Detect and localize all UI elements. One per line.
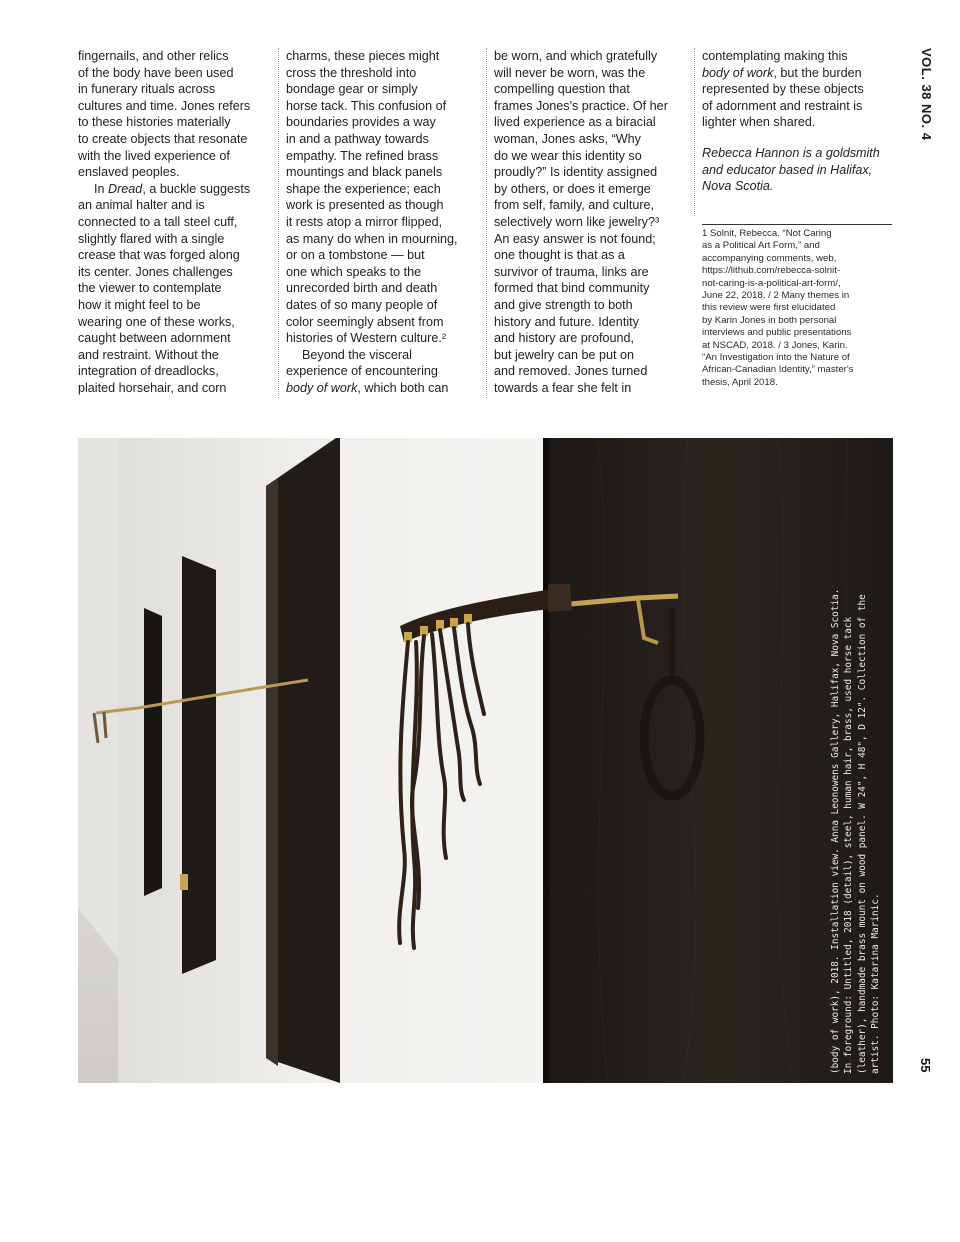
- caption-line: In foreground: Untitled, 2018 (detail), steel, human hair, brass, used horse tack: [843, 616, 855, 1074]
- footnote-line: thesis, April 2018.: [702, 376, 778, 388]
- text-line: cross the threshold into: [286, 65, 417, 80]
- text-line: Rebecca Hannon is a goldsmith: [702, 145, 880, 160]
- volume-text: VOL. 38 NO. 4: [919, 48, 934, 141]
- text-line: and history are profound,: [494, 331, 635, 346]
- text-line: empathy. The refined brass: [286, 148, 439, 163]
- text-line: integration of dreadlocks,: [78, 364, 219, 379]
- footnote-line: interviews and public presentations: [702, 327, 852, 339]
- footnote-line: not-caring-is-a-political-art-form/,: [702, 277, 841, 289]
- text-line: woman, Jones asks, “Why: [494, 131, 641, 146]
- text-line: body of work, which both can: [286, 380, 449, 395]
- article-column-2: [286, 48, 478, 396]
- text-line: wearing one of these works,: [78, 314, 235, 329]
- text-line: shape the experience; each: [286, 181, 441, 196]
- text-line: boundaries provides a way: [286, 115, 436, 130]
- photo-illustration: [78, 438, 893, 1083]
- text-line: the viewer to contemplate: [78, 281, 222, 296]
- text-line: in and a pathway towards: [286, 131, 429, 146]
- text-line: to these histories materially: [78, 115, 231, 130]
- text-line: fingernails, and other relics: [78, 49, 229, 63]
- text-line: or on a tombstone — but: [286, 248, 425, 263]
- text-line: mountings and black panels: [286, 165, 443, 180]
- text-line: but jewelry can be put on: [494, 347, 635, 362]
- text-line: work is presented as though: [286, 198, 444, 213]
- photo-caption: [829, 496, 882, 1076]
- text-line: one which speaks to the: [286, 264, 422, 279]
- text-line: bondage gear or simply: [286, 82, 418, 97]
- text-line: body of work, but the burden: [702, 65, 862, 80]
- text-line: experience of encountering: [286, 364, 438, 379]
- text-line: will never be worn, was the: [494, 65, 646, 80]
- installation-photo: [78, 438, 893, 1083]
- footnotes: [702, 228, 892, 389]
- text-line: connected to a tall steel cuff,: [78, 214, 238, 229]
- text-line: compelling question that: [494, 82, 630, 97]
- text-line: slightly flared with a single: [78, 231, 225, 246]
- article-column-4: [702, 48, 892, 195]
- text-line: its center. Jones challenges: [78, 264, 233, 279]
- footnote-line: as a Political Art Form,” and: [702, 240, 820, 252]
- footnote-line: https://lithub.com/rebecca-solnit-: [702, 265, 841, 277]
- footnote-line: at NSCAD, 2018. / 3 Jones, Karin.: [702, 339, 848, 351]
- text-line: An easy answer is not found;: [494, 231, 656, 246]
- text-line: by others, or does it emerge: [494, 181, 651, 196]
- caption-line: (body of work), 2018. Installation view. Anna Leonowens Gallery, Halifax, Nova Scotia.: [830, 588, 841, 1074]
- paragraph: [78, 48, 270, 396]
- text-line: of adornment and restraint is: [702, 98, 863, 113]
- text-line: lighter when shared.: [702, 115, 816, 130]
- text-line: it rests atop a mirror flipped,: [286, 214, 443, 229]
- article-column-3: [494, 48, 686, 396]
- text-line: be worn, and which gratefully: [494, 49, 658, 63]
- wall-panel-far: [144, 608, 162, 896]
- footnote-line: African-Canadian Identity,” master's: [702, 364, 854, 376]
- column-divider: [278, 48, 279, 398]
- text-line: In Dread, a buckle suggests: [94, 181, 251, 196]
- text-line: lived experience as a biracial: [494, 115, 656, 130]
- text-line: cultures and time. Jones refers: [78, 98, 251, 113]
- footnote-line: 1 Solnit, Rebecca. “Not Caring: [702, 228, 832, 239]
- footnote-line: accompanying comments, web,: [702, 252, 837, 264]
- text-line: selectively worn like jewelry?³: [494, 214, 660, 229]
- author-bio: [702, 145, 892, 195]
- column-divider: [486, 48, 487, 398]
- text-line: and educator based in Halifax,: [702, 162, 873, 177]
- text-line: history and future. Identity: [494, 314, 639, 329]
- text-line: one thought is that as a: [494, 248, 625, 263]
- volume-label: [918, 48, 936, 178]
- text-line: as many do when in mourning,: [286, 231, 458, 246]
- text-line: to create objects that resonate: [78, 131, 248, 146]
- text-line: from self, family, and culture,: [494, 198, 655, 213]
- text-line: Beyond the visceral: [302, 347, 412, 362]
- text-line: do we wear this identity so: [494, 148, 642, 163]
- text-line: horse tack. This confusion of: [286, 98, 447, 113]
- text-line: charms, these pieces might: [286, 49, 440, 63]
- footnote-line: June 22, 2018. / 2 Many themes in: [702, 290, 850, 302]
- footnote-line: this review were first elucidated: [702, 302, 836, 314]
- text-line: unrecorded birth and death: [286, 281, 438, 296]
- text-line: color seemingly absent from: [286, 314, 444, 329]
- paragraph: [494, 48, 686, 396]
- text-line: and removed. Jones turned: [494, 364, 648, 379]
- text-line: survivor of trauma, links are: [494, 264, 649, 279]
- paragraph: [286, 48, 478, 396]
- text-line: contemplating making this: [702, 49, 848, 63]
- text-line: caught between adornment: [78, 331, 231, 346]
- caption-text: [829, 496, 883, 1074]
- footnote-line: by Karin Jones in both personal: [702, 314, 837, 326]
- caption-line: (leather), handmade brass mount on wood panel. W 24", H 48", D 12". Collection of the: [856, 594, 868, 1074]
- wall-panel-mid: [182, 556, 216, 974]
- footnote-rule: [702, 224, 892, 225]
- paragraph: [702, 48, 892, 131]
- text-line: represented by these objects: [702, 82, 864, 97]
- text-line: proudly?” Is identity assigned: [494, 165, 658, 180]
- text-line: formed that bind community: [494, 281, 650, 296]
- caption-line: artist. Photo: Katarina Marinic.: [870, 893, 882, 1074]
- text-line: histories of Western culture.²: [286, 331, 447, 346]
- article-column-1: [78, 48, 270, 396]
- page-number: [918, 1058, 936, 1088]
- text-line: and restraint. Without the: [78, 347, 219, 362]
- text-line: an animal halter and is: [78, 198, 205, 213]
- text-line: of the body have been used: [78, 65, 234, 80]
- text-line: crease that was forged along: [78, 248, 240, 263]
- text-line: plaited horsehair, and corn: [78, 380, 227, 395]
- text-line: and give strength to both: [494, 297, 633, 312]
- text-line: towards a fear she felt in: [494, 380, 632, 395]
- text-line: Nova Scotia.: [702, 179, 774, 194]
- text-line: how it might feel to be: [78, 297, 201, 312]
- text-line: with the lived experience of: [78, 148, 230, 163]
- page-number-text: 55: [918, 1058, 933, 1073]
- column-divider: [694, 48, 695, 216]
- text-line: in funerary rituals across: [78, 82, 216, 97]
- text-line: enslaved peoples.: [78, 165, 180, 180]
- footnote-line: “An Investigation into the Nature of: [702, 352, 850, 364]
- text-line: dates of so many people of: [286, 297, 438, 312]
- text-line: frames Jones's practice. Of her: [494, 98, 668, 113]
